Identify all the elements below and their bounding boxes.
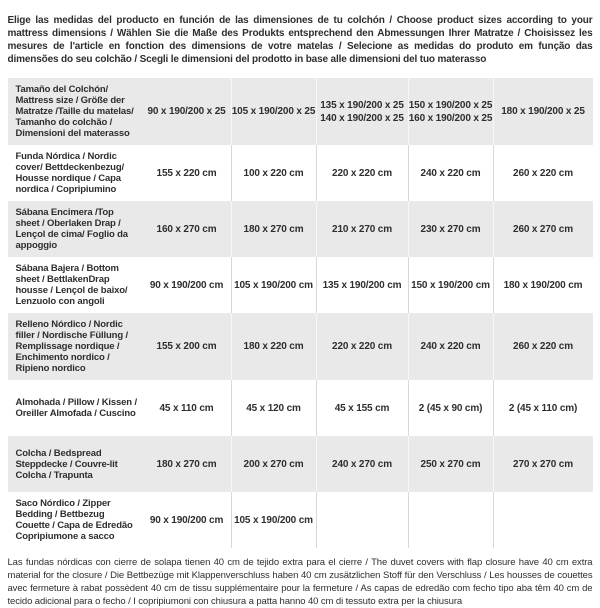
size-value: 240 x 220 cm bbox=[420, 167, 481, 179]
size-value-cell bbox=[143, 492, 231, 548]
size-value: 180 x 190/200 cm bbox=[503, 279, 583, 291]
size-value-cell bbox=[408, 257, 493, 313]
size-value-cell bbox=[143, 257, 231, 313]
size-value-cell bbox=[493, 78, 593, 145]
size-value-cell bbox=[493, 313, 593, 380]
size-value: 45 x 120 cm bbox=[246, 402, 301, 414]
size-value-cell bbox=[408, 145, 493, 201]
size-value-cell bbox=[231, 257, 316, 313]
size-value-cell bbox=[493, 380, 593, 436]
size-value-cell bbox=[143, 145, 231, 201]
row-label: Relleno Nórdico / Nordic filler / Nordische Füllung / Remplissage nordique / Enchimento nordico / Ripieno nordico bbox=[15, 319, 128, 374]
size-value: 105 x 190/200 cm bbox=[234, 514, 313, 526]
size-value: 90 x 190/200 cm bbox=[149, 514, 224, 526]
size-value-cell bbox=[231, 78, 316, 145]
size-value-cell bbox=[408, 78, 493, 145]
size-value-cell bbox=[316, 145, 408, 201]
size-value: 90 x 190/200 x 25 bbox=[147, 106, 226, 117]
size-value: 180 x 270 cm bbox=[156, 458, 217, 470]
size-value-cell bbox=[316, 313, 408, 380]
table-row bbox=[8, 145, 593, 201]
row-label: Tamaño del Colchón/ Mattress size / Größe der Matratze /Taille du matelas/ Tamanho do colchão / Dimensioni del materasso bbox=[15, 84, 134, 139]
size-value: 45 x 155 cm bbox=[334, 402, 390, 414]
size-value: 200 x 270 cm bbox=[243, 458, 304, 470]
size-value: 220 x 220 cm bbox=[332, 167, 392, 179]
size-value-cell bbox=[143, 436, 231, 492]
row-label: Colcha / Bedspread Steppdecke / Couvre-lit Colcha / Trapunta bbox=[15, 447, 118, 481]
size-value: 2 (45 x 90 cm) bbox=[418, 402, 483, 414]
size-value-cell bbox=[408, 201, 493, 257]
size-value-cell bbox=[493, 201, 593, 257]
size-value: 105 x 190/200 x 25 bbox=[231, 106, 316, 117]
size-value-cell bbox=[231, 380, 316, 436]
row-label: Saco Nórdico / Zipper Bedding / Bettbezug Couette / Capa de Edredão Copripiumone a sacco bbox=[15, 498, 133, 542]
size-value-cell bbox=[316, 78, 408, 145]
flap-closure-note: Las fundas nórdicas con cierre de solapa tienen 40 cm de tejido extra para el cierre / The duvet covers with flap closure have 40 cm extra material for the closure / Die Bettbezüge mit Klappenverschluss haben 40 cm zusätzlichen Stoff für den Verschluss / Les housses de couettes avec fermeture à rabat possèdent 40 cm de tissu supplémentaire pour la fermeture / As capas de edredão com fecho tipo aba têm 40 cm de tecido adicional para o fecho / I copripiumoni con chiusura a patta hanno 40 cm di tessuto extra per la chiusura bbox=[7, 557, 593, 607]
size-value: 140 x 190/200 x 25 bbox=[320, 112, 404, 124]
size-value: 155 x 220 cm bbox=[156, 167, 217, 179]
size-value: 135 x 190/200 x 25 bbox=[320, 99, 404, 111]
size-value-cell bbox=[493, 257, 593, 313]
table-row bbox=[8, 257, 593, 313]
size-value-cell bbox=[316, 201, 408, 257]
size-value: 160 x 190/200 x 25 bbox=[408, 112, 493, 124]
table-row bbox=[8, 436, 593, 492]
size-value: 240 x 270 cm bbox=[332, 458, 392, 470]
size-value: 270 x 270 cm bbox=[513, 458, 573, 470]
table-row bbox=[8, 201, 593, 257]
size-value: 180 x 220 cm bbox=[243, 341, 304, 352]
size-value: 90 x 190/200 cm bbox=[149, 279, 224, 291]
size-value-cell bbox=[143, 380, 231, 436]
size-value: 260 x 220 cm bbox=[513, 341, 573, 352]
size-value-cell bbox=[143, 201, 231, 257]
size-value: 150 x 190/200 x 25 bbox=[408, 99, 493, 111]
size-value: 150 x 190/200 cm bbox=[411, 279, 490, 291]
size-value: 180 x 270 cm bbox=[243, 223, 304, 235]
size-table bbox=[8, 78, 593, 548]
size-value-cell bbox=[231, 313, 316, 380]
size-value-cell bbox=[316, 492, 408, 548]
size-value-cell bbox=[408, 436, 493, 492]
size-value-cell bbox=[316, 436, 408, 492]
size-value-cell bbox=[493, 436, 593, 492]
size-value: 2 (45 x 110 cm) bbox=[508, 402, 578, 414]
size-guide-sheet bbox=[8, 0, 593, 608]
size-value-cell bbox=[493, 492, 593, 548]
size-value-cell bbox=[316, 380, 408, 436]
table-row bbox=[8, 313, 593, 380]
size-value-cell bbox=[408, 492, 493, 548]
table-row bbox=[8, 78, 593, 145]
size-value-cell bbox=[493, 145, 593, 201]
row-label: Almohada / Pillow / Kissen / Oreiller Almofada / Cuscino bbox=[15, 397, 137, 419]
size-value: 260 x 270 cm bbox=[513, 223, 573, 235]
size-value-cell bbox=[408, 313, 493, 380]
size-value: 240 x 220 cm bbox=[420, 341, 481, 352]
size-value: 260 x 220 cm bbox=[513, 167, 573, 179]
size-value: 160 x 270 cm bbox=[156, 223, 217, 235]
row-label: Funda Nórdica / Nordic cover/ Bettdeckenbezug/ Housse nordique / Capa nordica / Copripiumino bbox=[15, 151, 124, 195]
size-value-cell bbox=[231, 201, 316, 257]
size-value: 210 x 270 cm bbox=[332, 223, 392, 235]
size-value-cell bbox=[408, 380, 493, 436]
size-value: 155 x 200 cm bbox=[156, 341, 217, 352]
size-value: 180 x 190/200 x 25 bbox=[501, 106, 585, 117]
size-value: 105 x 190/200 cm bbox=[234, 279, 313, 291]
size-value-cell bbox=[143, 78, 231, 145]
size-value: 100 x 220 cm bbox=[243, 167, 304, 179]
size-value: 230 x 270 cm bbox=[420, 223, 481, 235]
size-value: 220 x 220 cm bbox=[332, 341, 392, 352]
table-row bbox=[8, 492, 593, 548]
size-value-cell bbox=[316, 257, 408, 313]
row-label: Sábana Encimera /Top sheet / Oberlaken Drap / Lençol de cima/ Foglio da appoggio bbox=[15, 207, 128, 251]
size-value: 135 x 190/200 cm bbox=[322, 279, 402, 291]
row-label: Sábana Bajera / Bottom sheet / BettlakenDrap housse / Lençol de baixo/ Lenzuolo con angoli bbox=[15, 263, 128, 307]
size-value: 45 x 110 cm bbox=[159, 402, 214, 414]
size-value-cell bbox=[231, 145, 316, 201]
size-value-cell bbox=[143, 313, 231, 380]
intro-text: Elige las medidas del producto en función de las dimensiones de tu colchón / Choose product sizes according to your mattress dimensions / Wählen Sie die Maße des Produkts entsprechend den Abmessungen Ihrer Matratze / Choisissez les mesures de l'article en fonction des dimensions de votre matelas / Selecione as medidas do produto em função das dimensões do seu colchão / Scegli le dimensioni del prodotto in base alle dimensioni del tuo materasso bbox=[7, 15, 593, 65]
size-value-cell bbox=[231, 492, 316, 548]
size-value: 250 x 270 cm bbox=[420, 458, 481, 470]
size-value-cell bbox=[231, 436, 316, 492]
table-row bbox=[8, 380, 593, 436]
